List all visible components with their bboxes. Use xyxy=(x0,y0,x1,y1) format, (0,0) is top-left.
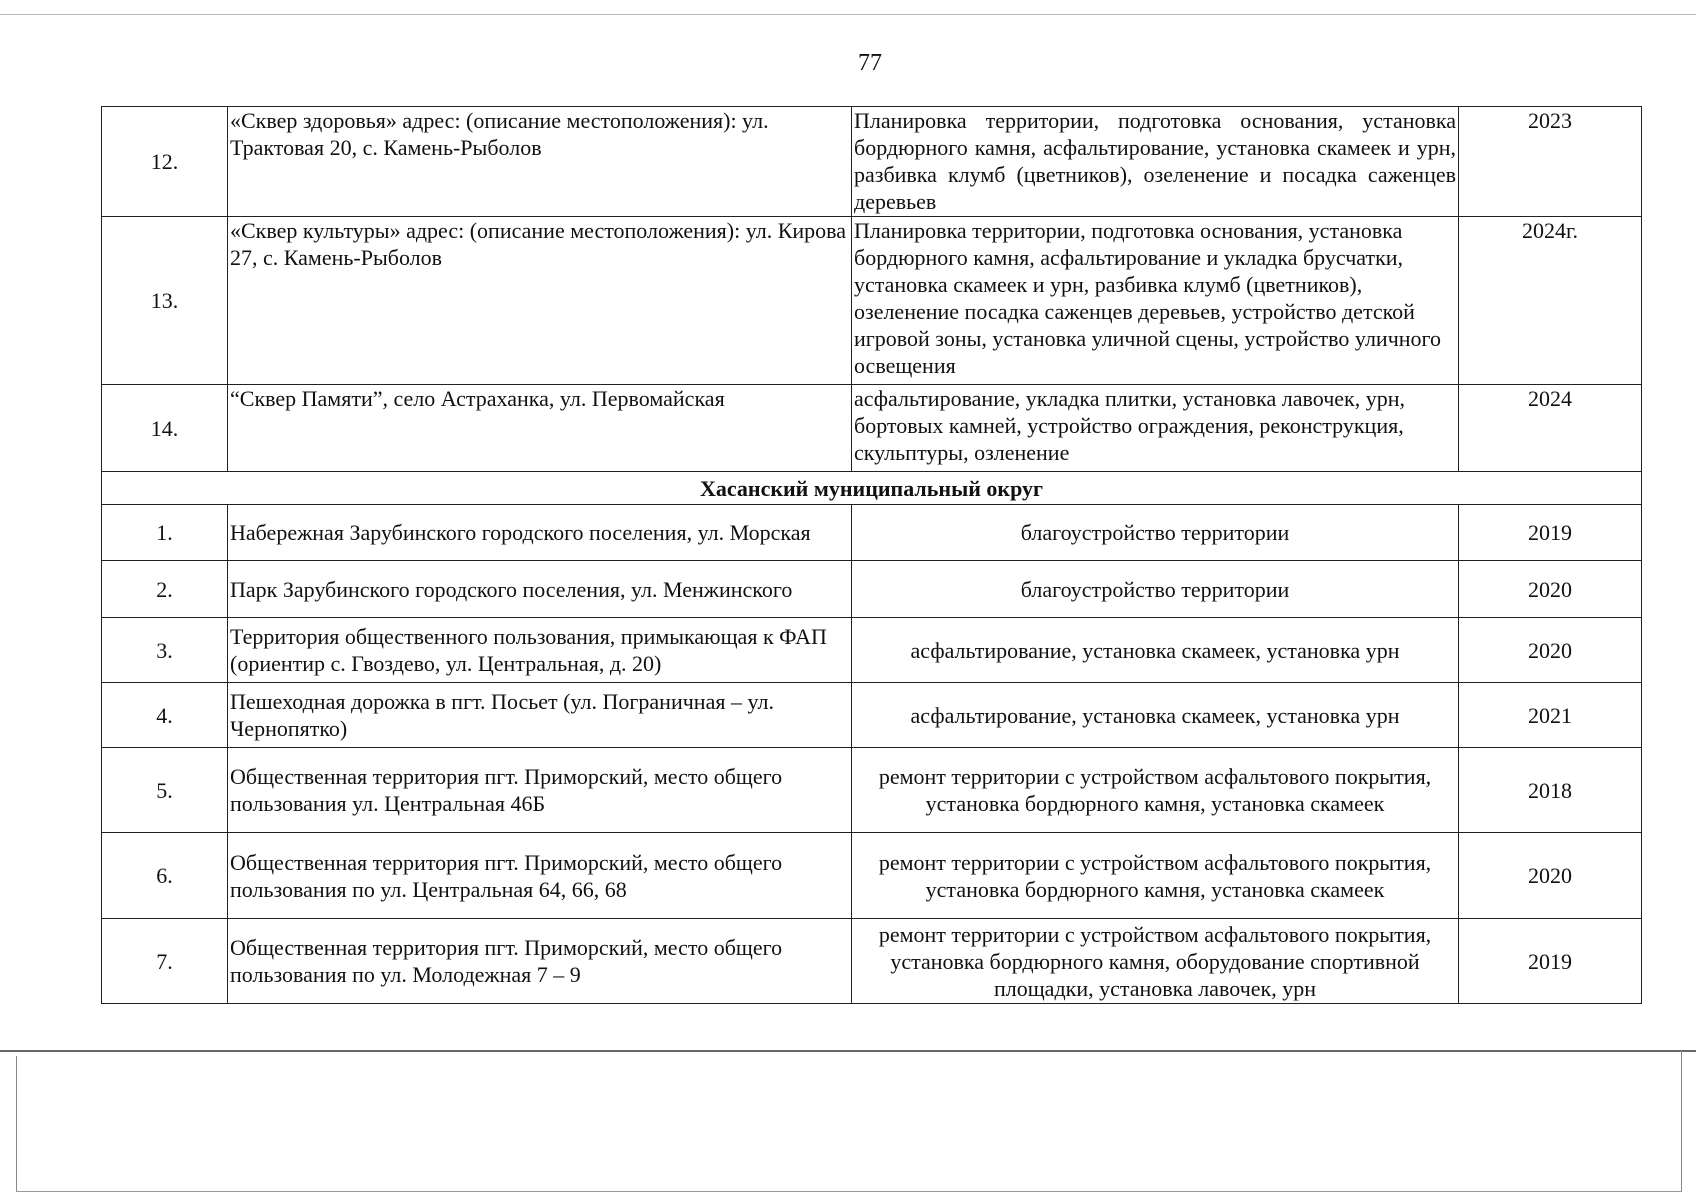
location-cell: Общественная территория пгт. Приморский, место общего пользования по ул. Центральная 64, 66, 68 xyxy=(228,833,852,919)
row-number: 2. xyxy=(102,561,228,618)
year-cell: 2020 xyxy=(1459,833,1642,919)
year-cell: 2018 xyxy=(1459,748,1642,833)
location-cell: Общественная территория пгт. Приморский, место общего пользования по ул. Молодежная 7 – 9 xyxy=(228,919,852,1004)
table-row xyxy=(102,385,1642,472)
location-cell: Набережная Зарубинского городского поселения, ул. Морская xyxy=(228,505,852,561)
row-number: 5. xyxy=(102,748,228,833)
location-cell: Общественная территория пгт. Приморский, место общего пользования ул. Центральная 46Б xyxy=(228,748,852,833)
table-row xyxy=(102,833,1642,919)
scan-edge-fold xyxy=(0,1050,1696,1052)
year-cell: 2019 xyxy=(1459,919,1642,1004)
works-cell: ремонт территории с устройством асфальтового покрытия, установка бордюрного камня, установка скамеек xyxy=(852,748,1459,833)
year-cell: 2019 xyxy=(1459,505,1642,561)
works-cell: Планировка территории, подготовка основания, установка бордюрного камня, асфальтирование, установка скамеек и урн, разбивка клумб (цветников), озеленение и посадка саженцев деревьев xyxy=(852,107,1459,217)
location-cell: Пешеходная дорожка в пгт. Посьет (ул. Пограничная – ул. Чернопятко) xyxy=(228,683,852,748)
row-number: 13. xyxy=(102,217,228,385)
works-cell: асфальтирование, укладка плитки, установка лавочек, урн, бортовых камней, устройство ограждения, реконструкция, скульптуры, озленение xyxy=(852,385,1459,472)
table-row xyxy=(102,748,1642,833)
section-row xyxy=(102,472,1642,505)
row-number: 6. xyxy=(102,833,228,919)
location-cell: «Сквер культуры» адрес: (описание местоположения): ул. Кирова 27, с. Камень-Рыболов xyxy=(228,217,852,385)
row-number: 3. xyxy=(102,618,228,683)
scan-edge-left xyxy=(16,1056,17,1192)
table-row xyxy=(102,919,1642,1004)
page-number: 77 xyxy=(858,50,882,76)
works-cell: ремонт территории с устройством асфальтового покрытия, установка бордюрного камня, оборудование спортивной площадки, установка лавочек, урн xyxy=(852,919,1459,1004)
works-cell: благоустройство территории xyxy=(852,505,1459,561)
year-cell: 2023 xyxy=(1459,107,1642,217)
table-row xyxy=(102,505,1642,561)
year-cell: 2020 xyxy=(1459,561,1642,618)
works-cell: ремонт территории с устройством асфальтового покрытия, установка бордюрного камня, установка скамеек xyxy=(852,833,1459,919)
location-cell: «Сквер здоровья» адрес: (описание местоположения): ул. Трактовая 20, с. Камень-Рыболов xyxy=(228,107,852,217)
section-title: Хасанский муниципальный округ xyxy=(102,472,1642,505)
row-number: 14. xyxy=(102,385,228,472)
row-number: 7. xyxy=(102,919,228,1004)
row-number: 4. xyxy=(102,683,228,748)
table-row xyxy=(102,561,1642,618)
location-cell: Территория общественного пользования, примыкающая к ФАП (ориентир с. Гвоздево, ул. Центральная, д. 20) xyxy=(228,618,852,683)
scan-edge-bottom xyxy=(16,1191,1682,1192)
objects-table xyxy=(101,106,1642,1004)
scan-edge-right xyxy=(1681,1050,1682,1192)
works-cell: благоустройство территории xyxy=(852,561,1459,618)
year-cell: 2021 xyxy=(1459,683,1642,748)
year-cell: 2024г. xyxy=(1459,217,1642,385)
scan-edge-top xyxy=(0,14,1696,15)
table-row xyxy=(102,107,1642,217)
works-cell: асфальтирование, установка скамеек, установка урн xyxy=(852,618,1459,683)
table-row xyxy=(102,683,1642,748)
year-cell: 2020 xyxy=(1459,618,1642,683)
works-cell: Планировка территории, подготовка основания, установка бордюрного камня, асфальтирование и укладка брусчатки, установка скамеек и урн, разбивка клумб (цветников), озеленение посадка саженцев деревьев, устройство детской игровой зоны, установка уличной сцены, устройство уличного освещения xyxy=(852,217,1459,385)
row-number: 12. xyxy=(102,107,228,217)
location-cell: Парк Зарубинского городского поселения, ул. Менжинского xyxy=(228,561,852,618)
table-row xyxy=(102,217,1642,385)
row-number: 1. xyxy=(102,505,228,561)
year-cell: 2024 xyxy=(1459,385,1642,472)
location-cell: “Сквер Памяти”, село Астраханка, ул. Первомайская xyxy=(228,385,852,472)
works-cell: асфальтирование, установка скамеек, установка урн xyxy=(852,683,1459,748)
table-row xyxy=(102,618,1642,683)
